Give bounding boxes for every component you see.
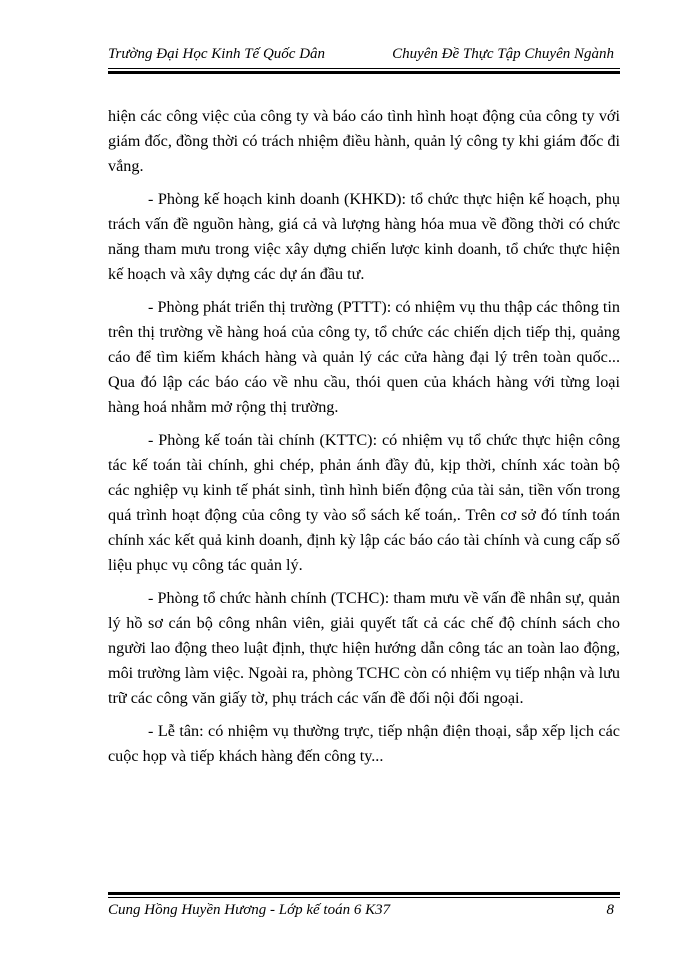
footer-author: Cung Hồng Huyền Hương - Lớp kế toán 6 K37 [108,902,391,918]
header-report-title: Chuyên Đề Thực Tập Chuyên Ngành [392,46,614,62]
paragraph-pttt: - Phòng phát triển thị trường (PTTT): có nhiệm vụ thu thập các thông tin trên thị trường về hàng hoá của công ty, tổ chức các chiến dịch tiếp thị, quảng cáo để tìm kiếm khách hàng và quản lý các cửa hàng đại lý trên toàn quốc... Qua đó lập các báo cáo về nhu cầu, thói quen của khách hàng với từng loại hàng hoá nhằm mở rộng thị trường. [108,298,620,416]
paragraph-khkd: - Phòng kế hoạch kinh doanh (KHKD): tổ chức thực hiện kế hoạch, phụ trách vấn đề nguồn hàng, giá cả và lượng hàng hóa mua về đồng thời có chức năng tham mưu trong việc xây dựng chiến lược kinh doanh, tổ chức thực hiện kế hoạch và xây dựng các dự án đầu tư. [108,190,620,283]
paragraph-continuation: hiện các công việc của công ty và báo cáo tình hình hoạt động của công ty với giám đốc, đồng thời có trách nhiệm điều hành, quản lý công ty khi giám đốc đi vắng. [108,107,620,175]
footer-rule-thin [108,897,620,898]
header-university: Trường Đại Học Kinh Tế Quốc Dân [108,46,326,62]
page-footer [108,900,614,924]
page-header [108,40,614,66]
header-rule-thin [108,68,620,69]
paragraph-le-tan: - Lễ tân: có nhiệm vụ thường trực, tiếp nhận điện thoại, sắp xếp lịch các cuộc họp và tiếp khách hàng đến công ty... [108,722,620,765]
document-body [108,104,620,777]
page-number: 8 [606,902,614,918]
paragraph-kttc: - Phòng kế toán tài chính (KTTC): có nhiệm vụ tổ chức thực hiện công tác kế toán tài chính, ghi chép, phản ánh đầy đủ, kịp thời, chính xác toàn bộ các nghiệp vụ kinh tế phát sinh, tình hình biến động của tài sản, tiền vốn trong quá trình hoạt động của công ty vào sổ sách kế toán,. Trên cơ sở đó tính toán chính xác kết quả kinh doanh, định kỳ lập các báo cáo tài chính và cung cấp số liệu phục vụ công tác quản lý. [108,431,620,574]
header-rule-thick [108,71,620,74]
paragraph-tchc: - Phòng tổ chức hành chính (TCHC): tham mưu về vấn đề nhân sự, quản lý hồ sơ cán bộ công nhân viên, giải quyết tất cả các chế độ chính sách cho người lao động theo luật định, thực hiện hướng dẫn công tác an toàn lao động, môi trường làm việc. Ngoài ra, phòng TCHC còn có nhiệm vụ tiếp nhận và lưu trữ các công văn giấy tờ, phụ trách các vấn đề đối nội đối ngoại. [108,589,620,707]
footer-rule-thick [108,892,620,895]
